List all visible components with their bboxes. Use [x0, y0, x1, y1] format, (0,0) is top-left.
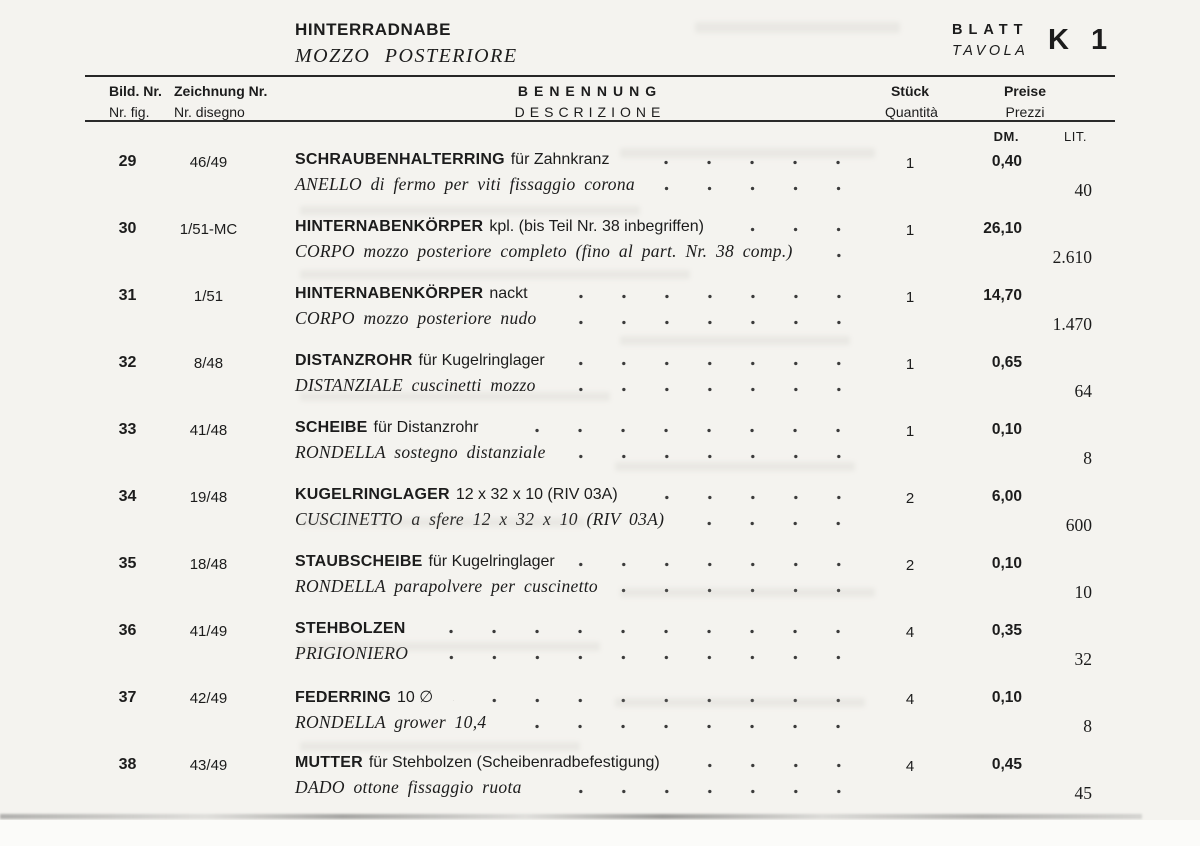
- page-bottom-edge: [0, 820, 1200, 846]
- masthead: [295, 20, 518, 68]
- part-name-italian: RONDELLA parapolvere per cuscinetto: [295, 576, 598, 596]
- fig-number: 31: [118, 287, 137, 304]
- part-name-italian: CUSCINETTO a sfere 12 x 32 x 10 (RIV 03A): [295, 509, 665, 529]
- description-italian: [295, 174, 885, 195]
- table-row: [85, 150, 1115, 217]
- page-bottom-rule: [0, 814, 1142, 819]
- dot-leader: [556, 387, 879, 392]
- parts-table-body: [85, 150, 1115, 820]
- dot-leader: [453, 698, 879, 703]
- part-name-italian: DISTANZIALE cuscinetti mozzo: [295, 375, 536, 395]
- price-dm-value: 0,45: [991, 756, 1022, 773]
- part-name-german: FEDERRING: [295, 689, 392, 706]
- table-header: [85, 75, 1115, 122]
- price-lit-value: 600: [1065, 515, 1092, 535]
- price-dm-value: 0,10: [991, 555, 1022, 572]
- table-row: [85, 552, 1115, 619]
- fig-number: 38: [118, 756, 137, 773]
- description-italian: [295, 643, 885, 664]
- price-lit-value: 10: [1074, 582, 1092, 602]
- quantity-value: 4: [905, 758, 915, 775]
- description-italian: [295, 375, 885, 396]
- column-header-quantity-german: Stück: [890, 83, 930, 99]
- price-lit-value: 8: [1083, 716, 1092, 736]
- currency-header-lit: LIT.: [1064, 129, 1087, 144]
- part-description: [295, 552, 885, 619]
- part-name-german: STAUBSCHEIBE: [295, 553, 423, 570]
- dot-leader: [548, 294, 879, 299]
- part-detail-german: für Kugelringlager: [428, 553, 555, 570]
- table-row: [85, 485, 1115, 552]
- part-name-italian: CORPO mozzo posteriore completo (fino al part. Nr. 38 comp.): [295, 241, 793, 261]
- description-german: [295, 754, 885, 772]
- fig-number: 32: [118, 354, 137, 371]
- quantity-value: 1: [905, 155, 915, 172]
- fig-number: 29: [118, 153, 137, 170]
- description-italian: [295, 777, 885, 798]
- part-detail-german: kpl. (bis Teil Nr. 38 inbegriffen): [489, 218, 704, 235]
- part-name-german: MUTTER: [295, 754, 363, 771]
- description-german: [295, 687, 885, 707]
- description-italian: [295, 576, 885, 597]
- price-lit-value: 1.470: [1052, 314, 1092, 334]
- sheet-label-german: BLATT: [952, 22, 1029, 38]
- price-lit-value: 45: [1074, 783, 1092, 803]
- description-german: [295, 151, 885, 169]
- description-italian: [295, 241, 885, 262]
- part-detail-german: für Kugelringlager: [418, 352, 545, 369]
- part-detail-german: 10 ∅: [397, 689, 434, 706]
- dot-leader: [498, 428, 879, 433]
- part-description: [295, 686, 885, 753]
- drawing-number: 43/49: [189, 757, 228, 774]
- part-description: [295, 485, 885, 552]
- price-lit-value: 32: [1074, 649, 1092, 669]
- quantity-value: 1: [905, 222, 915, 239]
- part-name-german: SCHRAUBENHALTERRING: [295, 151, 505, 168]
- column-header-name-italian: DESCRIZIONE: [514, 104, 666, 120]
- column-header-drawing: [170, 83, 295, 120]
- price-lit-value: 64: [1074, 381, 1092, 401]
- dot-leader: [618, 588, 879, 593]
- quantity-value: 1: [905, 356, 915, 373]
- quantity-value: 1: [905, 423, 915, 440]
- sheet-code: K 1: [1048, 24, 1115, 56]
- description-italian: [295, 509, 885, 530]
- dot-leader: [684, 521, 879, 526]
- description-german: [295, 620, 885, 638]
- drawing-number: 19/48: [189, 489, 228, 506]
- currency-header-dm: DM.: [993, 129, 1019, 144]
- dot-leader: [638, 495, 879, 500]
- dot-leader: [557, 320, 879, 325]
- part-detail-german: 12 x 32 x 10 (RIV 03A): [455, 486, 618, 503]
- description-german: [295, 285, 885, 303]
- price-lit-value: 8: [1083, 448, 1092, 468]
- part-name-german: STEHBOLZEN: [295, 620, 406, 637]
- column-header-name-german: BENENNUNG: [517, 83, 663, 99]
- price-dm-value: 0,10: [991, 421, 1022, 438]
- table-row: [85, 753, 1115, 820]
- drawing-number: 1/51-MC: [179, 221, 238, 238]
- fig-number: 30: [118, 220, 137, 237]
- dot-leader: [506, 724, 879, 729]
- part-detail-german: für Zahnkranz: [510, 151, 610, 168]
- part-description: [295, 351, 885, 418]
- part-name-german: KUGELRINGLAGER: [295, 486, 450, 503]
- part-name-italian: DADO ottone fissaggio ruota: [295, 777, 522, 797]
- part-name-italian: RONDELLA sostegno distanziale: [295, 442, 546, 462]
- drawing-number: 41/48: [189, 422, 228, 439]
- currency-header: [85, 129, 1115, 144]
- page-title-german: HINTERRADNABE: [295, 20, 452, 39]
- table-row: [85, 686, 1115, 753]
- description-italian: [295, 712, 885, 733]
- part-description: [295, 753, 885, 820]
- part-description: [295, 619, 885, 686]
- part-name-german: HINTERNABENKÖRPER: [295, 218, 484, 235]
- column-header-name: [295, 83, 885, 120]
- column-header-price: [935, 83, 1115, 120]
- column-header-price-german: Preise: [1003, 83, 1047, 99]
- dot-leader: [542, 789, 879, 794]
- part-name-italian: RONDELLA grower 10,4: [295, 712, 487, 732]
- dot-leader: [655, 186, 879, 191]
- part-detail-german: für Stehbolzen (Scheibenradbefestigung): [368, 754, 660, 771]
- dot-leader: [566, 454, 879, 459]
- sheet-label-italian: TAVOLA: [952, 43, 1029, 59]
- column-header-drawing-italian: Nr. disegno: [174, 104, 245, 120]
- price-lit-value: 40: [1074, 180, 1092, 200]
- quantity-value: 4: [905, 691, 915, 708]
- part-detail-german: nackt: [489, 285, 528, 302]
- description-german: [295, 352, 885, 370]
- price-dm-value: 14,70: [983, 287, 1022, 304]
- page-title-italian: MOZZO POSTERIORE: [295, 45, 518, 67]
- part-name-german: DISTANZROHR: [295, 352, 413, 369]
- dot-leader: [431, 629, 879, 634]
- drawing-number: 46/49: [189, 154, 228, 171]
- part-description: [295, 217, 885, 284]
- dot-leader: [724, 227, 879, 232]
- drawing-number: 41/49: [189, 623, 228, 640]
- column-header-fig-german: Bild. Nr.: [109, 83, 162, 99]
- part-name-italian: CORPO mozzo posteriore nudo: [295, 308, 537, 328]
- description-italian: [295, 308, 885, 329]
- part-description: [295, 150, 885, 217]
- drawing-number: 8/48: [193, 355, 224, 372]
- price-dm-value: 0,10: [991, 689, 1022, 706]
- column-header-fig: [85, 83, 170, 120]
- column-header-drawing-german: Zeichnung Nr.: [174, 83, 268, 99]
- fig-number: 35: [118, 555, 137, 572]
- fig-number: 34: [118, 488, 137, 505]
- fig-number: 36: [118, 622, 137, 639]
- column-header-price-italian: Prezzi: [1005, 104, 1045, 120]
- description-german: [295, 419, 885, 437]
- sheet-label: [952, 22, 1028, 59]
- quantity-value: 2: [905, 490, 915, 507]
- quantity-value: 2: [905, 557, 915, 574]
- table-row: [85, 351, 1115, 418]
- part-name-italian: ANELLO di fermo per viti fissaggio corona: [295, 174, 635, 194]
- price-dm-value: 6,00: [991, 488, 1022, 505]
- price-dm-value: 0,35: [991, 622, 1022, 639]
- part-description: [295, 418, 885, 485]
- table-row: [85, 217, 1115, 284]
- dot-leader: [629, 160, 879, 165]
- column-header-fig-italian: Nr. fig.: [109, 104, 150, 120]
- drawing-number: 18/48: [189, 556, 228, 573]
- price-dm-value: 0,65: [991, 354, 1022, 371]
- dot-leader: [428, 655, 879, 660]
- part-name-german: HINTERNABENKÖRPER: [295, 285, 484, 302]
- table-row: [85, 284, 1115, 351]
- quantity-value: 4: [905, 624, 915, 641]
- description-german: [295, 553, 885, 571]
- part-name-italian: PRIGIONIERO: [295, 643, 409, 663]
- bleed-through-smudge: [695, 22, 900, 33]
- table-row: [85, 418, 1115, 485]
- dot-leader: [680, 763, 879, 768]
- part-detail-german: für Distanzrohr: [373, 419, 479, 436]
- dot-leader: [813, 253, 879, 258]
- dot-leader: [565, 361, 879, 366]
- fig-number: 33: [118, 421, 137, 438]
- dot-leader: [575, 562, 879, 567]
- column-header-quantity: [885, 83, 938, 120]
- drawing-number: 1/51: [193, 288, 224, 305]
- part-description: [295, 284, 885, 351]
- price-lit-value: 2.610: [1052, 247, 1092, 267]
- price-dm-value: 26,10: [983, 220, 1022, 237]
- quantity-value: 1: [905, 289, 915, 306]
- column-header-quantity-italian: Quantità: [885, 104, 938, 120]
- description-german: [295, 218, 885, 236]
- price-dm-value: 0,40: [991, 153, 1022, 170]
- table-row: [85, 619, 1115, 686]
- fig-number: 37: [118, 689, 137, 706]
- description-italian: [295, 442, 885, 463]
- drawing-number: 42/49: [189, 690, 228, 707]
- part-name-german: SCHEIBE: [295, 419, 368, 436]
- description-german: [295, 486, 885, 504]
